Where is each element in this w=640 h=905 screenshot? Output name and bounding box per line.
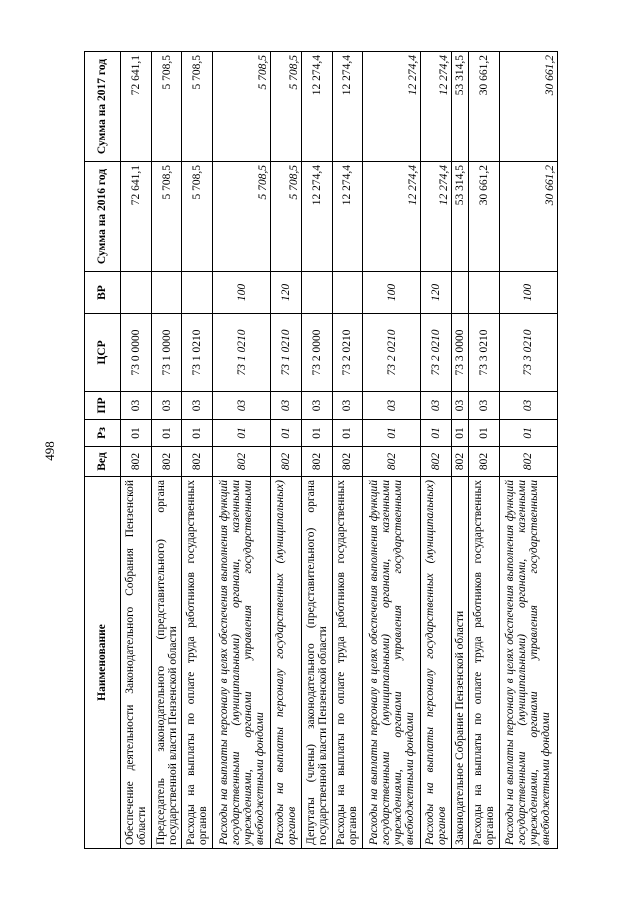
- cell-vr: [452, 272, 469, 314]
- page-number: 498: [42, 441, 57, 461]
- table-row: [421, 52, 452, 849]
- cell-sum-2016: 5 708,5: [213, 162, 271, 272]
- cell-sum-2016: 5 708,5: [151, 162, 182, 272]
- table-row: [363, 52, 421, 849]
- cell-ved: 802: [332, 447, 363, 477]
- cell-vr: [151, 272, 182, 314]
- cell-sum-2017: 5 708,5: [271, 52, 302, 162]
- header-csr: ЦСР: [85, 314, 121, 392]
- cell-csr: 73 2 0210: [421, 314, 452, 392]
- header-name: Наименование: [85, 477, 121, 849]
- cell-sum-2017: 5 708,5: [213, 52, 271, 162]
- cell-csr: 73 3 0000: [452, 314, 469, 392]
- cell-pr: 03: [151, 392, 182, 420]
- cell-sum-2016: 72 641,1: [121, 162, 152, 272]
- cell-vr: 100: [213, 272, 271, 314]
- cell-pr: 03: [452, 392, 469, 420]
- cell-pr: 03: [363, 392, 421, 420]
- cell-sum-2017: 72 641,1: [121, 52, 152, 162]
- cell-ved: 802: [182, 447, 213, 477]
- cell-sum-2017: 30 661,2: [499, 52, 557, 162]
- cell-vr: [121, 272, 152, 314]
- cell-sum-2017: 12 274,4: [301, 52, 332, 162]
- cell-sum-2016: 30 661,2: [469, 162, 500, 272]
- table-row: [121, 52, 152, 849]
- cell-sum-2016: 12 274,4: [421, 162, 452, 272]
- header-sum-2016: Сумма на 2016 год: [85, 162, 121, 272]
- cell-ved: 802: [151, 447, 182, 477]
- cell-sum-2017: 12 274,4: [332, 52, 363, 162]
- cell-sum-2017: 30 661,2: [469, 52, 500, 162]
- cell-name: Законодательное Собрание Пензенской области: [452, 477, 469, 849]
- cell-ved: 802: [271, 447, 302, 477]
- table-row: [151, 52, 182, 849]
- header-pr: ПР: [85, 392, 121, 420]
- cell-rz: 01: [121, 420, 152, 447]
- header-vr: ВР: [85, 272, 121, 314]
- header-rz: Рз: [85, 420, 121, 447]
- cell-name: Расходы на выплаты персоналу государственных (муниципальных) органов: [271, 477, 302, 849]
- cell-sum-2017: 53 314,5: [452, 52, 469, 162]
- cell-rz: 01: [469, 420, 500, 447]
- cell-csr: 73 2 0210: [363, 314, 421, 392]
- cell-pr: 03: [469, 392, 500, 420]
- cell-rz: 01: [271, 420, 302, 447]
- cell-sum-2016: 5 708,5: [182, 162, 213, 272]
- cell-vr: 120: [271, 272, 302, 314]
- table-row: [301, 52, 332, 849]
- cell-csr: 73 3 0210: [469, 314, 500, 392]
- cell-vr: [301, 272, 332, 314]
- cell-rz: 01: [421, 420, 452, 447]
- cell-sum-2016: 12 274,4: [332, 162, 363, 272]
- table-row: [271, 52, 302, 849]
- cell-rz: 01: [182, 420, 213, 447]
- header-sum-2017: Сумма на 2017 год: [85, 52, 121, 162]
- cell-rz: 01: [301, 420, 332, 447]
- cell-pr: 03: [182, 392, 213, 420]
- cell-ved: 802: [301, 447, 332, 477]
- cell-pr: 03: [301, 392, 332, 420]
- cell-csr: 73 3 0210: [499, 314, 557, 392]
- table-header-row: [85, 52, 121, 849]
- cell-name: Обеспечение деятельности Законодательного Собрания Пензенской области: [121, 477, 152, 849]
- cell-vr: [469, 272, 500, 314]
- cell-csr: 73 1 0210: [182, 314, 213, 392]
- header-ved: Вед: [85, 447, 121, 477]
- cell-csr: 73 1 0210: [213, 314, 271, 392]
- cell-csr: 73 2 0210: [332, 314, 363, 392]
- cell-ved: 802: [452, 447, 469, 477]
- cell-ved: 802: [499, 447, 557, 477]
- cell-pr: 03: [271, 392, 302, 420]
- cell-sum-2017: 5 708,5: [151, 52, 182, 162]
- cell-sum-2016: 53 314,5: [452, 162, 469, 272]
- cell-name: Депутаты (члены) законодательного (представительного) органа государственной власти Пензенской области: [301, 477, 332, 849]
- cell-vr: [182, 272, 213, 314]
- cell-name: Расходы на выплаты персоналу в целях обеспечения выполнения функций государственными (муниципальными) органами, казенными учреждениями, органами управления государственными внебюджетными фондами: [213, 477, 271, 849]
- cell-name: Председатель законодательного (представительного) органа государственной власти Пензенской области: [151, 477, 182, 849]
- table-row: [452, 52, 469, 849]
- table-row: [213, 52, 271, 849]
- cell-rz: 01: [332, 420, 363, 447]
- cell-pr: 03: [332, 392, 363, 420]
- cell-vr: 100: [363, 272, 421, 314]
- rotated-table-container: [84, 52, 558, 849]
- cell-rz: 01: [151, 420, 182, 447]
- cell-sum-2016: 12 274,4: [301, 162, 332, 272]
- cell-name: Расходы на выплаты персоналу в целях обеспечения выполнения функций государственными (муниципальными) органами, казенными учреждениями, органами управления государственными внебюджетными фондами: [499, 477, 557, 849]
- cell-pr: 03: [499, 392, 557, 420]
- table-row: [182, 52, 213, 849]
- cell-name: Расходы на выплаты по оплате труда работников государственных органов: [332, 477, 363, 849]
- cell-sum-2017: 12 274,4: [363, 52, 421, 162]
- budget-table: [84, 51, 558, 849]
- cell-rz: 01: [499, 420, 557, 447]
- cell-csr: 73 1 0000: [151, 314, 182, 392]
- cell-rz: 01: [363, 420, 421, 447]
- cell-ved: 802: [469, 447, 500, 477]
- cell-rz: 01: [452, 420, 469, 447]
- cell-sum-2016: 30 661,2: [499, 162, 557, 272]
- table-row: [332, 52, 363, 849]
- cell-sum-2016: 12 274,4: [363, 162, 421, 272]
- cell-pr: 03: [213, 392, 271, 420]
- cell-vr: 100: [499, 272, 557, 314]
- cell-csr: 73 2 0000: [301, 314, 332, 392]
- cell-rz: 01: [213, 420, 271, 447]
- cell-sum-2016: 5 708,5: [271, 162, 302, 272]
- cell-ved: 802: [121, 447, 152, 477]
- cell-name: Расходы на выплаты по оплате труда работников государственных органов: [182, 477, 213, 849]
- cell-ved: 802: [213, 447, 271, 477]
- cell-vr: 120: [421, 272, 452, 314]
- cell-name: Расходы на выплаты персоналу в целях обеспечения выполнения функций государственными (муниципальными) органами, казенными учреждениями, органами управления государственными внебюджетными фондами: [363, 477, 421, 849]
- cell-ved: 802: [363, 447, 421, 477]
- cell-pr: 03: [421, 392, 452, 420]
- table-row: [469, 52, 500, 849]
- cell-sum-2017: 12 274,4: [421, 52, 452, 162]
- cell-vr: [332, 272, 363, 314]
- cell-csr: 73 1 0210: [271, 314, 302, 392]
- cell-name: Расходы на выплаты персоналу государственных (муниципальных) органов: [421, 477, 452, 849]
- table-row: [499, 52, 557, 849]
- cell-name: Расходы на выплаты по оплате труда работников государственных органов: [469, 477, 500, 849]
- cell-pr: 03: [121, 392, 152, 420]
- cell-ved: 802: [421, 447, 452, 477]
- cell-csr: 73 0 0000: [121, 314, 152, 392]
- cell-sum-2017: 5 708,5: [182, 52, 213, 162]
